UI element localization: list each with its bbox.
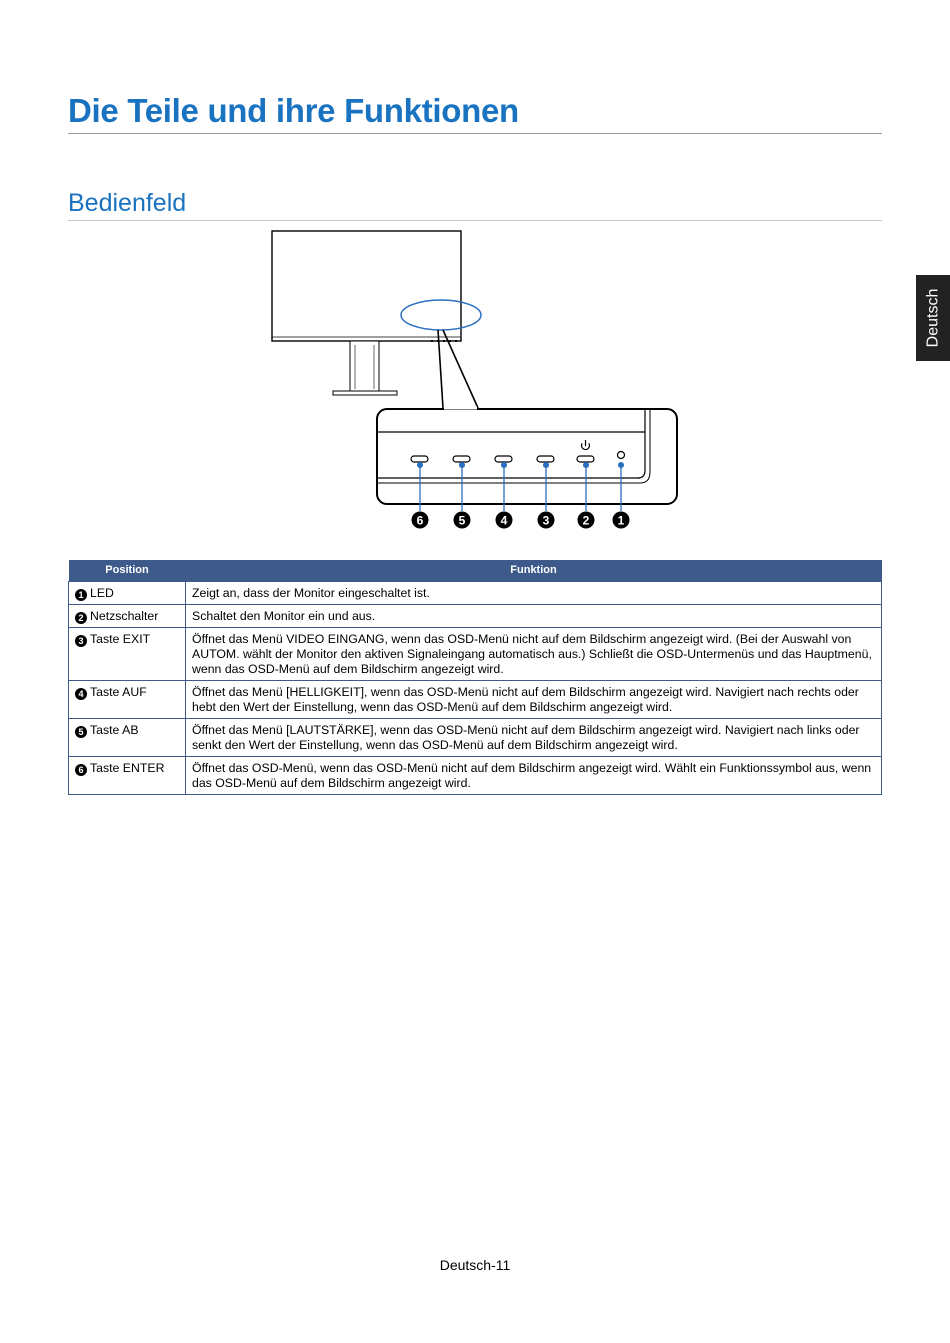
position-cell xyxy=(69,582,186,605)
section-title: Bedienfeld xyxy=(68,189,187,217)
position-cell xyxy=(69,719,186,757)
zoomed-panel xyxy=(377,408,677,504)
page-title: Die Teile und ihre Funktionen xyxy=(68,92,519,129)
position-cell xyxy=(69,757,186,795)
function-cell: Öffnet das Menü [HELLIGKEIT], wenn das OSD-Menü nicht auf dem Bildschirm angezeigt wird. Navigiert nach rechts oder hebt den Wert der Einstellung, wenn das OSD-Menü auf dem Bildschirm angezeigt wird. xyxy=(186,681,882,719)
position-label: Taste AB xyxy=(90,723,139,737)
table-row xyxy=(69,757,882,795)
position-number-badge: 1 xyxy=(75,589,87,601)
callout-3-label: 3 xyxy=(542,513,550,528)
table-header-row xyxy=(69,560,882,582)
function-cell: Öffnet das Menü VIDEO EINGANG, wenn das OSD-Menü nicht auf dem Bildschirm angezeigt wird. (Bei der Auswahl von AUTOM. wählt der Monitor den aktiven Signaleingang automatisch aus.) Schließt die OSD-Untermenüs und das Hauptmenü, wenn das OSD-Menü auf dem Bildschirm angezeigt wird. xyxy=(186,628,882,681)
table-row xyxy=(69,681,882,719)
header-position: Position xyxy=(69,560,186,582)
callout-2 xyxy=(578,512,595,529)
page-footer: Deutsch-11 xyxy=(439,1257,511,1273)
callout-5 xyxy=(454,512,471,529)
callout-6-label: 6 xyxy=(416,513,424,528)
monitor-illustration xyxy=(272,231,461,395)
function-cell: Zeigt an, dass der Monitor eingeschaltet ist. xyxy=(186,582,882,605)
position-number-badge: 4 xyxy=(75,688,87,700)
position-cell xyxy=(69,628,186,681)
position-number-badge: 3 xyxy=(75,635,87,647)
exit-button-shape xyxy=(537,456,554,462)
control-panel-diagram xyxy=(0,0,950,540)
position-label: LED xyxy=(90,586,114,600)
zoom-leader-left xyxy=(438,330,443,408)
led-indicator-shape xyxy=(618,452,625,459)
position-label: Taste ENTER xyxy=(90,761,165,775)
header-function: Funktion xyxy=(186,560,882,582)
zoom-leader-right xyxy=(443,330,478,408)
position-number-badge: 2 xyxy=(75,612,87,624)
callout-2-label: 2 xyxy=(582,513,590,528)
position-label: Taste EXIT xyxy=(90,632,151,646)
callout-5-label: 5 xyxy=(458,513,466,528)
up-button-shape xyxy=(495,456,512,462)
position-label: Taste AUF xyxy=(90,685,147,699)
position-number-badge: 6 xyxy=(75,764,87,776)
position-label: Netzschalter xyxy=(90,609,159,623)
down-button-shape xyxy=(453,456,470,462)
table-row xyxy=(69,605,882,628)
position-cell xyxy=(69,681,186,719)
callout-3 xyxy=(538,512,555,529)
callout-4 xyxy=(496,512,513,529)
function-cell: Öffnet das OSD-Menü, wenn das OSD-Menü nicht auf dem Bildschirm angezeigt wird. Wählt ein Funktionssymbol aus, wenn das OSD-Menü auf dem Bildschirm angezeigt wird. xyxy=(186,757,882,795)
function-cell: Öffnet das Menü [LAUTSTÄRKE], wenn das OSD-Menü nicht auf dem Bildschirm angezeigt wird. Navigiert nach links oder senkt den Wert der Einstellung, wenn das OSD-Menü auf dem Bildschirm angezeigt wird. xyxy=(186,719,882,757)
power-button-shape xyxy=(577,456,594,462)
callout-1-label: 1 xyxy=(617,513,625,528)
function-table xyxy=(68,560,882,795)
language-tab-label: Deutsch xyxy=(924,288,942,348)
callout-1 xyxy=(613,512,630,529)
function-cell: Schaltet den Monitor ein und aus. xyxy=(186,605,882,628)
callout-6 xyxy=(412,512,429,529)
position-cell xyxy=(69,605,186,628)
table-row xyxy=(69,719,882,757)
position-number-badge: 5 xyxy=(75,726,87,738)
callout-4-label: 4 xyxy=(500,513,508,528)
table-row xyxy=(69,628,882,681)
enter-button-shape xyxy=(411,456,428,462)
table-row xyxy=(69,582,882,605)
